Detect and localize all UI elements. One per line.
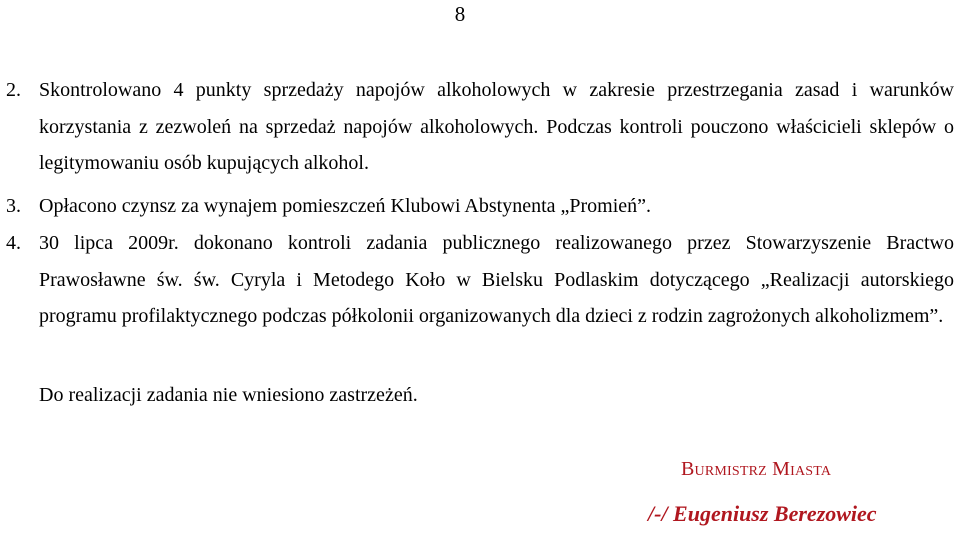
list-item-text: Opłacono czynsz za wynajem pomieszczeń Klubowi Abstynenta „Promień”.: [39, 195, 652, 217]
list-item-text: Skontrolowano 4 punkty sprzedaży napojów alkoholowych w zakresie przestrzegania zasad i warunków korzystania z zezwoleń na sprzedaż napojów alkoholowych. Podczas kontroli pouczono właścicieli sklepów o legitymowaniu osób kupujących alkohol.: [39, 79, 954, 175]
list-item-2: [6, 72, 954, 182]
signature-title: Burmistrz Miasta: [681, 458, 832, 480]
closing-note: Do realizacji zadania nie wniesiono zastrzeżeń.: [39, 384, 418, 406]
list-item-number: 4.: [6, 232, 21, 254]
list-item-number: 3.: [6, 195, 21, 217]
page-number: 8: [454, 2, 466, 26]
list-item-3: [6, 188, 954, 225]
list-item-4: [6, 225, 954, 335]
list-item-number: 2.: [6, 79, 21, 101]
signature-name: /-/ Eugeniusz Berezowiec: [648, 501, 877, 526]
list-item-text: 30 lipca 2009r. dokonano kontroli zadania publicznego realizowanego przez Stowarzyszenie Bractwo Prawosławne św. św. Cyryla i Metodego Koło w Bielsku Podlaskim dotyczącego „Realizacji autorskiego programu profilaktycznego podczas półkolonii organizowanych dla dzieci z rodzin zagrożonych alkoholizmem”.: [39, 232, 954, 328]
